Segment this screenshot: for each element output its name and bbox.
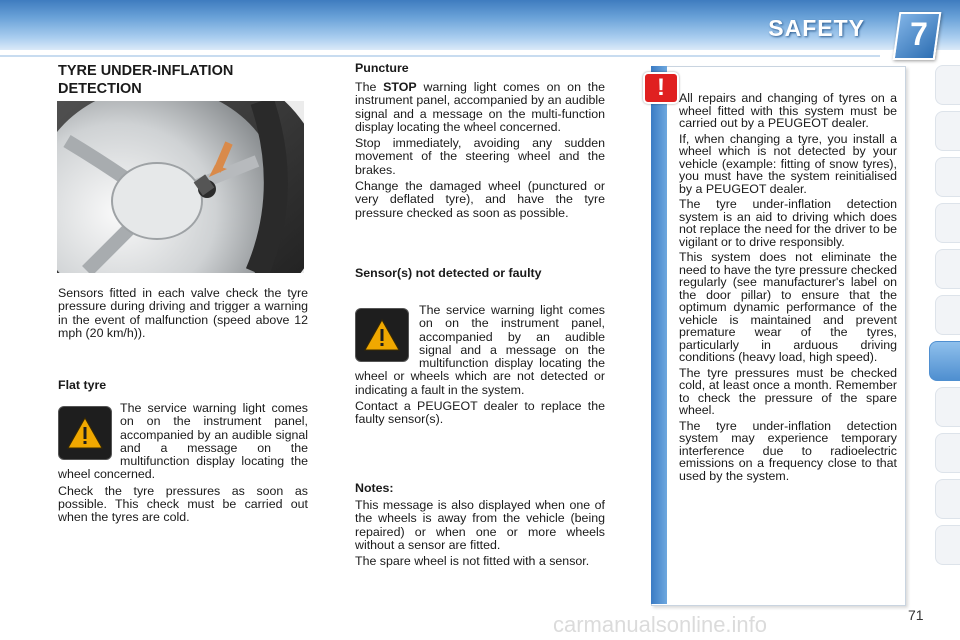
warning-triangle-icon	[355, 308, 409, 362]
sensor-description: Sensors fitted in each valve check the tyre pressure during driving and trigger a warning in the event of malfunction (speed above 12 mph (20 km/h)).	[58, 286, 308, 340]
sensor-fault-block	[355, 304, 605, 427]
puncture-text	[355, 81, 605, 134]
subheading-notes: Notes:	[355, 481, 394, 495]
subheading-flat-tyre: Flat tyre	[58, 378, 107, 392]
note-paragraph: The tyre under-inflation detection system is an aid to driving which does not replace the need for the driver to be vigilant or to drive responsibly.	[679, 197, 897, 249]
note-paragraph: This system does not eliminate the need to have the tyre pressure checked regularly (see manufacturer's label on the door pillar) to ensure that the optimum dynamic performance of the vehicle is maintained and prevent premature wear of the tyres, particularly in arduous driving conditions (heavy load, high speed).	[679, 250, 897, 364]
chapter-tab[interactable]	[935, 525, 960, 565]
note-box-content	[679, 92, 897, 482]
section-title: SAFETY	[768, 15, 865, 41]
chapter-tab[interactable]	[935, 479, 960, 519]
chapter-tab[interactable]	[935, 433, 960, 473]
note-paragraph: All repairs and changing of tyres on a wheel fitted with this system must be carried out by a PEUGEOT dealer.	[679, 91, 897, 130]
chapter-tab[interactable]	[935, 249, 960, 289]
warning-triangle-icon	[58, 406, 112, 460]
sensor-fault-text: The service warning light comes on on the instrument panel, accompanied by an audible signal and a message on the multifunction display locating the wheel or wheels which are not detected or indicating a fault in the system.	[355, 303, 605, 397]
puncture-block	[355, 81, 605, 220]
chapter-tab-active[interactable]	[929, 341, 960, 381]
notes-text-1: This message is also displayed when one of the wheels is away from the vehicle (being repaired) or when one or more wheels without a sensor are fitted.	[355, 498, 605, 552]
notes-block	[355, 499, 605, 568]
subheading-sensor-fault: Sensor(s) not detected or faulty	[355, 266, 542, 280]
chapter-tab[interactable]	[935, 111, 960, 151]
chapter-tab[interactable]	[935, 203, 960, 243]
note-paragraph: The tyre pressures must be checked cold, at least once a month. Remember to check the pressure of the spare wheel.	[679, 365, 897, 417]
chapter-tab[interactable]	[935, 387, 960, 427]
flat-tyre-advice: Check the tyre pressures as soon as possible. This check must be carried out when the tyres are cold.	[58, 483, 308, 525]
sensor-fault-advice: Contact a PEUGEOT dealer to replace the faulty sensor(s).	[355, 399, 605, 427]
chapter-tabs	[928, 65, 960, 580]
section-heading: TYRE UNDER-INFLATION DETECTION	[58, 63, 234, 97]
puncture-text-end: warning light comes on on the instrument panel, accompanied by an audible signal and a message on the multi-function display locating the wheel concerned.	[355, 80, 605, 134]
exclamation-icon: !	[643, 72, 679, 104]
flat-tyre-text: The service warning light comes on on the instrument panel, accompanied by an audible signal and a message on the multifunction display locating the wheel concerned.	[58, 401, 308, 482]
puncture-advice-stop: Stop immediately, avoiding any sudden movement of the steering wheel and the brakes.	[355, 136, 605, 177]
puncture-advice-change: Change the damaged wheel (punctured or very deflated tyre), and have the tyre pressure checked as soon as possible.	[355, 179, 605, 220]
warning-icon-wrapper	[58, 406, 114, 460]
warning-icon-wrapper	[355, 308, 411, 362]
subheading-puncture: Puncture	[355, 61, 409, 75]
stop-label: STOP	[383, 80, 417, 94]
notes-text-2: The spare wheel is not fitted with a sensor.	[355, 554, 590, 569]
note-paragraph: The tyre under-inflation detection system may experience temporary interference due to radioelectric emissions on a frequency close to that used by the system.	[679, 418, 897, 483]
chapter-tab[interactable]	[935, 65, 960, 105]
page-number: 71	[908, 607, 924, 623]
note-paragraph: If, when changing a tyre, you install a wheel which is not detected by your vehicle (example: fitting of snow tyres), you must have the system reinitialised by a PEUGEOT dealer.	[679, 131, 897, 196]
chapter-tab[interactable]	[935, 295, 960, 335]
puncture-text-start: The	[355, 80, 384, 94]
note-box-accent-bar	[651, 66, 667, 604]
tyre-valve-photo	[57, 101, 304, 273]
flat-tyre-block	[58, 402, 308, 525]
watermark: carmanualsonline.info	[553, 612, 768, 637]
chapter-number: 7	[910, 16, 928, 52]
chapter-tab[interactable]	[935, 157, 960, 197]
